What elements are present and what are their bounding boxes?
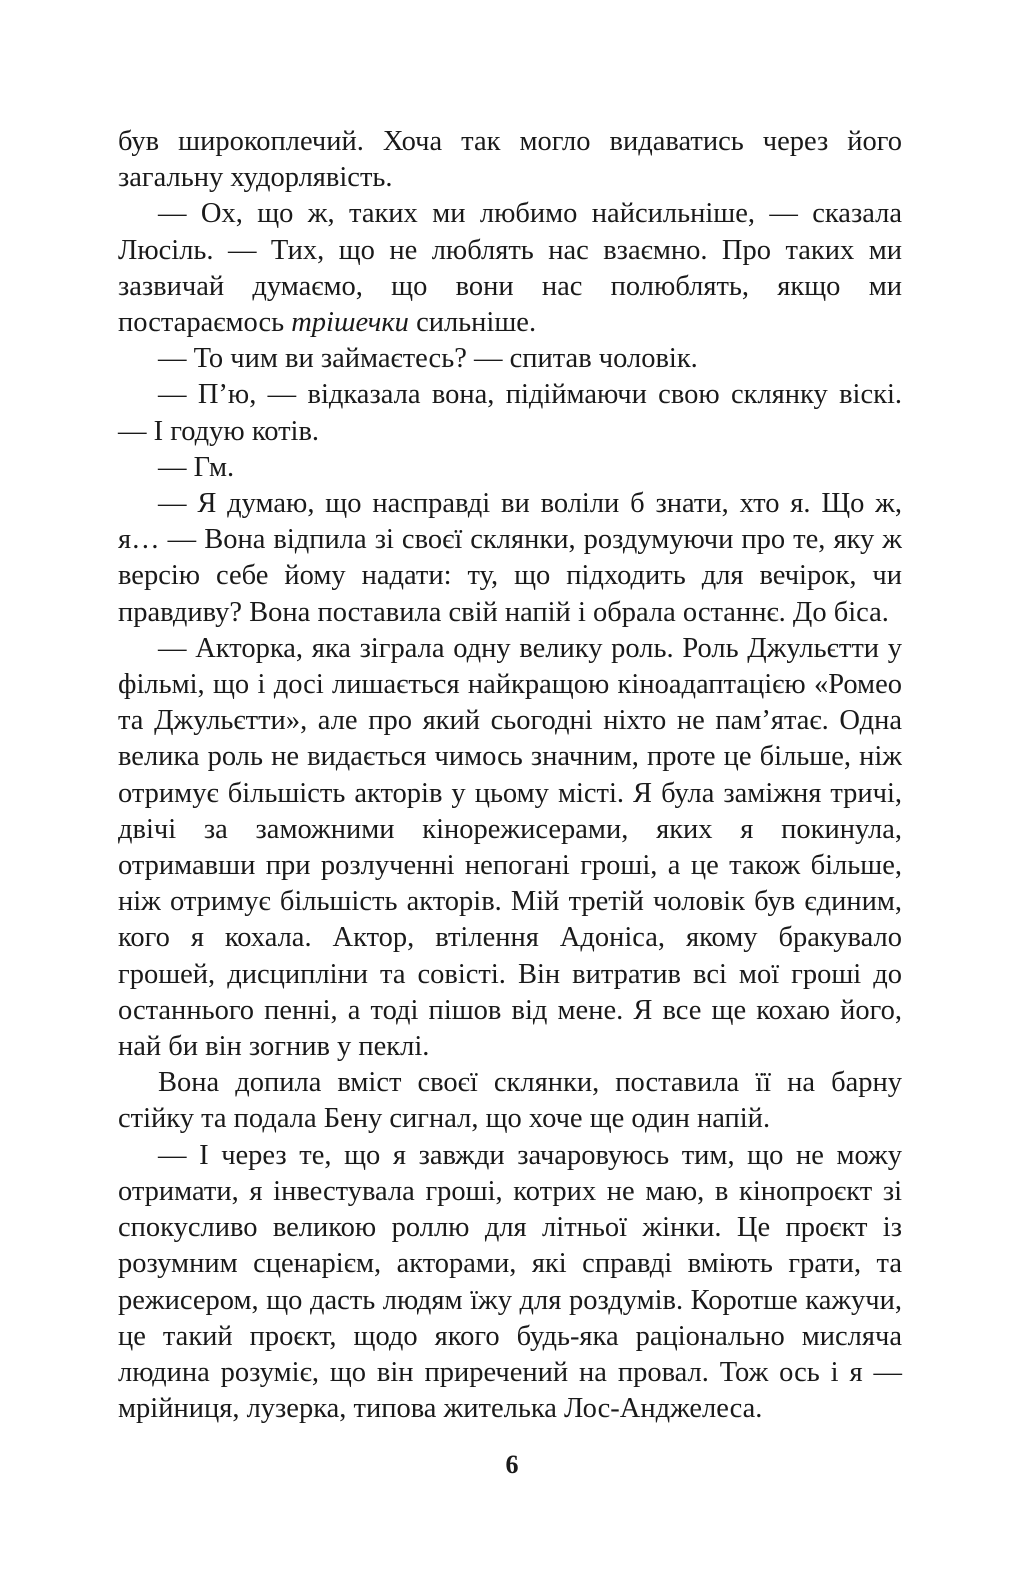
- paragraph-1: був широкоплечий. Хоча так могло видаватись через його загальну худорлявість.: [118, 126, 902, 194]
- paragraph-6: — Я думаю, що насправді ви воліли б знати, хто я. Що ж, я… — Вона відпила зі своєї склянки, роздумуючи про те, яку ж версію себе йому надати: ту, що підходить для вечірок, чи правдиву? Вона поставила свій напій і обрала останнє. До біса.: [118, 488, 902, 628]
- page-number: 6: [505, 1450, 519, 1479]
- paragraph-3: — То чим ви займаєтесь? — спитав чоловік.: [158, 343, 698, 375]
- body-text: [118, 124, 902, 1427]
- paragraph-2-emphasis: трішечки: [291, 307, 409, 339]
- paragraph-2-before: — Ох, що ж, таких ми любимо найсильніше, — сказала Люсіль. — Тих, що не люблять нас взаємно. Про таких ми зазвичай думаємо, що вони нас полюблять, якщо ми постараємось: [118, 198, 902, 339]
- paragraph-2-after: сильніше.: [408, 307, 537, 339]
- paragraph-7: — Акторка, яка зіграла одну велику роль. Роль Джульєтти у фільмі, що і досі лишається найкращою кіноадаптацією «Ромео та Джульєтти», але про який сьогодні ніхто не пам’ятає. Одна велика роль не видається чимось значним, проте це більше, ніж отримує більшість акторів у цьому місті. Я була заміжня тричі, двічі за заможними кінорежисерами, яких я покинула, отримавши при розлученні непогані гроші, а це також більше, ніж отримує більшість акторів. Мій третій чоловік був єдиним, кого я кохала. Актор, втілення Адоніса, якому бракувало грошей, дисципліни та совісті. Він витратив всі мої гроші до останнього пенні, а тоді пішов від мене. Я все ще кохаю його, най би він зогнив у пеклі.: [118, 632, 902, 1063]
- paragraph-9: — І через те, що я завжди зачаровуюсь тим, що не можу отримати, я інвестувала гроші, котрих не маю, в кінопроєкт зі спокусливо великою роллю для літньої жінки. Це проєкт із розумним сценарієм, акторами, які справді вміють грати, та режисером, що дасть людям їжу для роздумів. Коротше кажучи, це такий проєкт, щодо якого будь-яка раціонально мисляча людина розуміє, що він приречений на провал. Тож ось і я — мрійниця, лузерка, типова жителька Лос-Анджелеса.: [118, 1139, 902, 1425]
- paragraph-5: — Гм.: [158, 451, 235, 483]
- paragraph-2: [118, 196, 902, 341]
- paragraph-4: — П’ю, — відказала вона, підіймаючи свою склянку віскі. — І годую котів.: [118, 379, 902, 447]
- paragraph-8: Вона допила вміст своєї склянки, поставила її на барну стійку та подала Бену сигнал, що хоче ще один напій.: [118, 1067, 902, 1135]
